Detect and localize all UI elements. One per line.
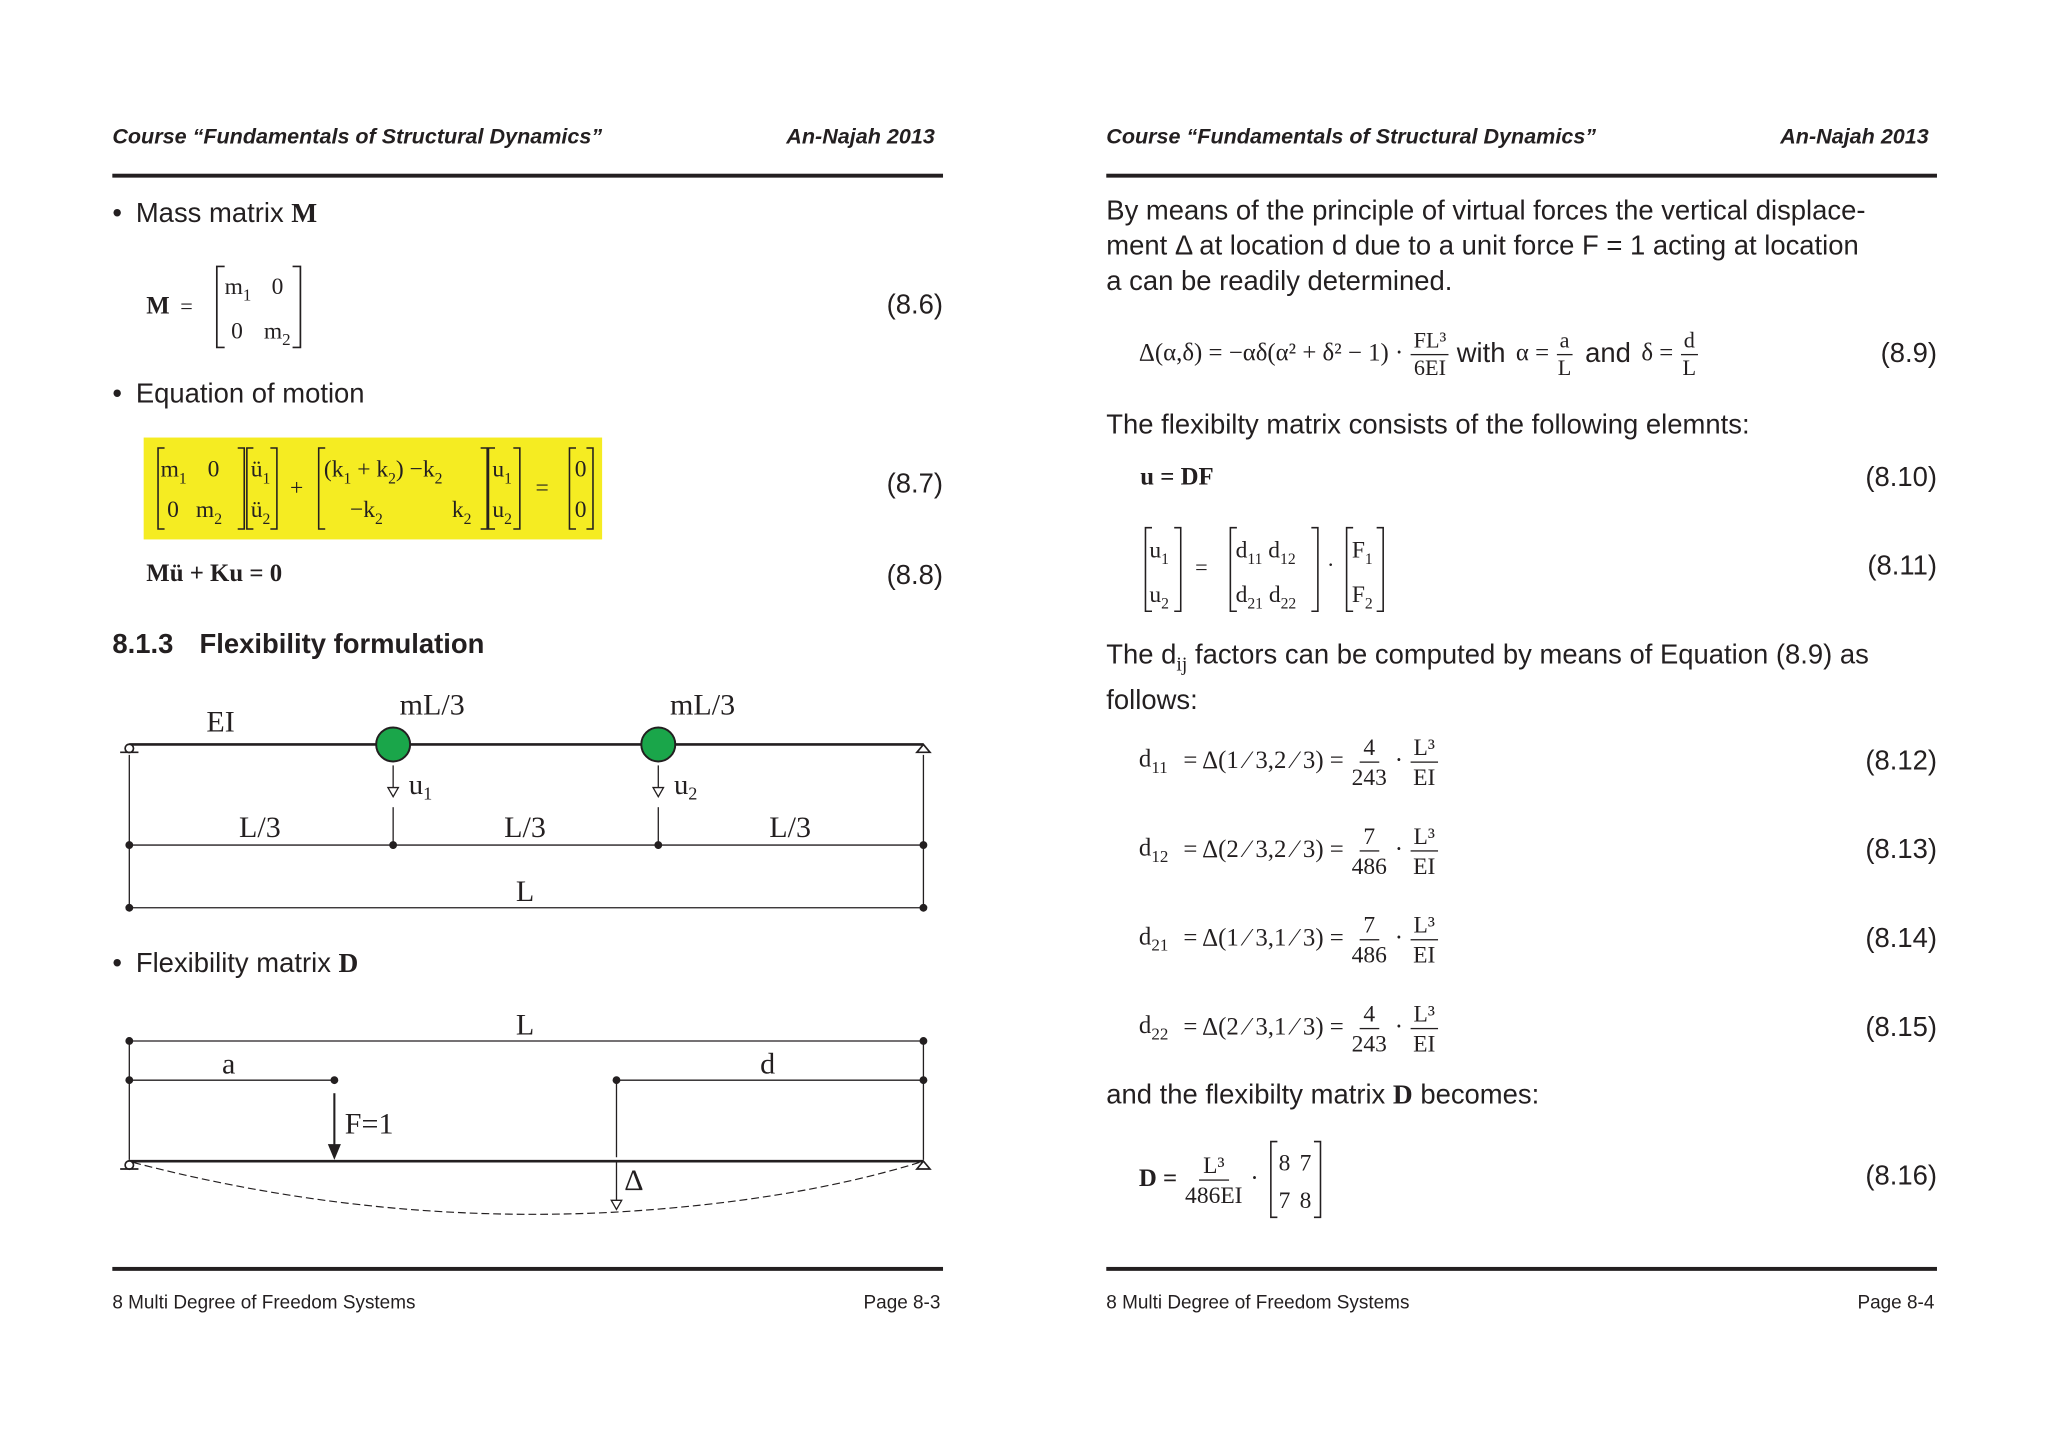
svg-text:0: 0 xyxy=(271,273,284,300)
eq-8-6-mass-matrix xyxy=(144,259,327,356)
svg-text:·: · xyxy=(1327,552,1335,578)
beam2-a-label: a xyxy=(222,1047,236,1081)
eq-8-16-frac xyxy=(1185,1150,1242,1209)
beam-figure-unit-force xyxy=(112,1003,943,1219)
eq-8-9-and: and xyxy=(1585,338,1631,369)
eq-8-13-number: (8.13) xyxy=(1865,834,1937,865)
eq-8-14-number: (8.14) xyxy=(1865,923,1937,954)
mass-2-icon xyxy=(641,728,675,762)
coeff-3-name: $d_{21}$ xyxy=(1138,922,1169,954)
becomes-symbol: D xyxy=(1392,1078,1413,1111)
eq-8-8: Mü + Ku = 0 xyxy=(146,560,283,588)
svg-text:F2: $F_2$ xyxy=(1351,582,1373,613)
u2-arrow-icon xyxy=(653,788,663,797)
dij-line-2: follows: xyxy=(1106,685,1198,716)
eq-8-9-alpha: α = xyxy=(1515,339,1550,368)
coeff-1-l3-frac: L³ EI xyxy=(1411,732,1438,791)
left-footer-rule xyxy=(112,1267,943,1271)
svg-text:ü2: $ü_2$ xyxy=(250,497,271,528)
svg-text:0: 0 xyxy=(574,456,587,483)
coeff-2-arg: = Δ(2 ⁄ 3,2 ⁄ 3) = xyxy=(1183,835,1344,864)
coeff-4-name: $d_{22}$ xyxy=(1138,1011,1169,1043)
svg-text:=: = xyxy=(1195,554,1208,580)
eq-8-6-number: (8.6) xyxy=(886,289,944,320)
coeff-2-frac: $\frac{7}{486}$ xyxy=(1351,822,1387,879)
coeff-eq-8-15: $d_{22}$ = Δ(2 ⁄ 3,1 ⁄ 3) = $\frac{4}{243}$ · L³ EI xyxy=(1139,998,1445,1058)
u1-arrow-icon xyxy=(388,788,398,797)
eq-8-15-number: (8.15) xyxy=(1865,1012,1937,1043)
dij-text-1: The d xyxy=(1106,639,1177,671)
eq-8-9 xyxy=(1139,324,1705,384)
svg-text:m1: $m_1$ xyxy=(224,273,252,305)
coeff-1-name: $d_{11}$ xyxy=(1138,745,1168,777)
dij-text-2: factors can be computed by means of Equation (8.9) as xyxy=(1187,639,1869,671)
svg-text:d11 d12: $d_{11}$ $d_{12}$ xyxy=(1235,537,1296,569)
left-footer-chapter: 8 Multi Degree of Freedom Systems xyxy=(112,1293,416,1314)
becomes-text-1: and the flexibilty matrix xyxy=(1106,1080,1393,1111)
coeff-eq-8-12: $d_{11}$ = Δ(1 ⁄ 3,2 ⁄ 3) = $\frac{4}{243}$ · L³ EI xyxy=(1139,731,1445,791)
svg-text:m2: $m_2$ xyxy=(263,318,291,349)
eq-8-9-delta: δ = xyxy=(1641,339,1674,368)
svg-text:u1: $u_1$ xyxy=(1149,537,1169,569)
eq-8-12-number: (8.12) xyxy=(1865,745,1937,776)
coeff-2-l3-frac: L³ EI xyxy=(1411,821,1438,880)
bullet-flexibility-matrix: • Flexibility matrix D xyxy=(112,946,359,979)
eq-8-10-number: (8.10) xyxy=(1865,462,1937,493)
bullet-mass-symbol: M xyxy=(291,197,318,229)
eq-8-9-den: 6EI xyxy=(1413,354,1446,380)
coeff-eq-8-13: $d_{12}$ = Δ(2 ⁄ 3,2 ⁄ 3) = $\frac{7}{486}$ · L³ EI xyxy=(1139,820,1445,880)
mass-1-icon xyxy=(376,728,410,762)
beam2-force-label: F=1 xyxy=(344,1107,394,1141)
right-header-course: Course “Fundamentals of Structural Dynamics” xyxy=(1106,125,1597,149)
coeff-3-frac: $\frac{7}{486}$ xyxy=(1351,911,1387,968)
beam1-mass-label-1: mL/3 xyxy=(399,688,465,722)
intro-line-1: By means of the principle of virtual forces the vertical displace- xyxy=(1106,195,1866,226)
dij-sub: ij xyxy=(1176,654,1188,676)
bullet-flex-symbol: D xyxy=(338,946,359,979)
dij-paragraph xyxy=(1106,637,1942,718)
bullet-equation-of-motion: • Equation of motion xyxy=(112,378,365,409)
u1-label: u1 xyxy=(408,769,433,804)
coeff-4-arg: = Δ(2 ⁄ 3,1 ⁄ 3) = xyxy=(1183,1013,1344,1041)
force-arrow-icon xyxy=(328,1144,341,1160)
eq-8-9-with: with xyxy=(1456,338,1506,369)
svg-text:=: = xyxy=(535,475,549,502)
eq-8-9-lhs: Δ(α,δ) = −αδ(α² + δ² − 1) · xyxy=(1138,339,1404,368)
beam2-d-label: d xyxy=(760,1047,776,1081)
coeff-2-name: $d_{12}$ xyxy=(1138,834,1169,866)
delta-arrow-icon xyxy=(611,1200,621,1209)
svg-text:0: 0 xyxy=(167,497,179,524)
coeff-3-arg: = Δ(1 ⁄ 3,1 ⁄ 3) = xyxy=(1183,924,1344,953)
svg-text:0: 0 xyxy=(231,318,243,345)
left-footer-page: Page 8-3 xyxy=(863,1293,941,1314)
pin-support-left-2-icon xyxy=(125,1161,133,1169)
bullet-eom-text: Equation of motion xyxy=(135,378,365,409)
svg-text:=: = xyxy=(180,293,193,319)
dij-line-1 xyxy=(1106,637,1942,683)
eq-8-11-flexibility xyxy=(1139,520,1400,619)
bullet-mass-text: Mass matrix xyxy=(135,198,284,229)
svg-text:u1: $u_1$ xyxy=(492,456,512,488)
intro-paragraph xyxy=(1106,193,1942,299)
svg-text:m2: $m_2$ xyxy=(195,497,223,528)
eq-8-8-number: (8.8) xyxy=(886,560,944,591)
svg-text:ü1: $ü_1$ xyxy=(250,456,271,488)
left-header-rule xyxy=(112,174,943,178)
intro-line-3: a can be readily determined. xyxy=(1106,266,1453,297)
pin-support-left-icon xyxy=(125,744,133,752)
section-number: 8.1.3 xyxy=(112,629,174,660)
section-title: Flexibility formulation xyxy=(199,629,485,660)
eq-8-9-d: d xyxy=(1681,327,1697,354)
coeff-3-l3-frac: L³ EI xyxy=(1411,910,1438,969)
eq-8-9-L2: L xyxy=(1682,354,1697,380)
eq-8-16-num: L³ xyxy=(1199,1150,1228,1180)
deflected-shape xyxy=(133,1162,919,1214)
bullet-mass-matrix: • Mass matrix M xyxy=(112,197,318,229)
left-header-course: Course “Fundamentals of Structural Dynamics” xyxy=(112,125,603,149)
eq-8-6-lhs: M xyxy=(146,292,170,320)
becomes-text-2: becomes: xyxy=(1412,1080,1540,1111)
becomes-text xyxy=(1106,1078,1539,1113)
svg-text:k2: $k_2$ xyxy=(451,497,472,528)
eq-8-9-a: a xyxy=(1557,327,1572,354)
svg-text:m1: $m_1$ xyxy=(160,456,187,488)
u2-label: u2 xyxy=(673,769,698,804)
svg-text:F1: $F_1$ xyxy=(1351,537,1373,569)
eq-8-10: u = DF xyxy=(1140,463,1214,492)
left-header-venue: An-Najah 2013 xyxy=(786,125,935,149)
eq-8-9-number: (8.9) xyxy=(1880,338,1937,369)
eq-8-11-number: (8.11) xyxy=(1867,551,1937,582)
right-footer-chapter: 8 Multi Degree of Freedom Systems xyxy=(1106,1293,1410,1314)
seg-label-2: L/3 xyxy=(504,811,546,845)
total-length-label: L xyxy=(515,875,535,909)
coeff-1-frac: $\frac{4}{243}$ xyxy=(1351,733,1387,790)
intro-line-2: ment Δ at location d due to a unit force F = 1 acting at location xyxy=(1106,231,1859,262)
eq-8-9-num: FL³ xyxy=(1411,327,1449,354)
beam-figure-lumped-masses xyxy=(112,679,943,927)
eq-8-9-d-over-L xyxy=(1681,327,1697,381)
svg-text:0: 0 xyxy=(207,456,220,483)
eq-8-9-L1: L xyxy=(1557,354,1572,380)
svg-text:+: + xyxy=(289,475,304,502)
beam2-total-label: L xyxy=(515,1008,535,1042)
right-footer-rule xyxy=(1106,1267,1937,1271)
eq-8-16-lhs: D = xyxy=(1138,1165,1178,1193)
eq-8-16-den: 486EI xyxy=(1185,1181,1243,1208)
eq-8-16: D = $\frac{\text{L³}}{486EI}$ · 8 7 7 8 xyxy=(1139,1139,1327,1220)
eq-8-9-fraction xyxy=(1411,327,1449,381)
coeff-4-frac: $\frac{4}{243}$ xyxy=(1351,999,1387,1056)
right-header-rule xyxy=(1106,174,1937,178)
svg-text:8: 8 xyxy=(1299,1188,1311,1215)
svg-text:8: 8 xyxy=(1278,1150,1290,1177)
section-heading xyxy=(112,630,484,661)
coeff-eq-8-14: $d_{21}$ = Δ(1 ⁄ 3,1 ⁄ 3) = $\frac{7}{486}$ · L³ EI xyxy=(1139,909,1445,969)
right-header-venue: An-Najah 2013 xyxy=(1780,125,1929,149)
seg-label-1: L/3 xyxy=(239,811,281,845)
beam1-mass-label-2: mL/3 xyxy=(670,688,736,722)
flex-matrix-text: The flexibilty matrix consists of the following elemnts: xyxy=(1106,410,1750,441)
coeff-1-arg: = Δ(1 ⁄ 3,2 ⁄ 3) = xyxy=(1183,747,1344,775)
svg-text:d21 d22: $d_{21}$ $d_{22}$ xyxy=(1235,582,1297,613)
eq-8-7-number: (8.7) xyxy=(886,468,944,499)
coeff-4-l3-frac: L³ EI xyxy=(1411,999,1438,1058)
bullet-flex-text: Flexibility matrix xyxy=(135,948,331,979)
eq-8-9-a-over-L xyxy=(1557,327,1572,381)
eq-8-16-matrix xyxy=(1266,1139,1326,1220)
beam1-ei-label: EI xyxy=(206,705,235,739)
svg-text:−k2: $-k_2$ xyxy=(350,497,383,528)
eq-8-16-number: (8.16) xyxy=(1865,1161,1937,1192)
svg-text:0: 0 xyxy=(574,497,587,524)
seg-label-3: L/3 xyxy=(769,811,812,845)
svg-text:7: 7 xyxy=(1278,1188,1290,1215)
svg-text:7: 7 xyxy=(1299,1150,1311,1177)
right-footer-page: Page 8-4 xyxy=(1857,1293,1935,1314)
svg-text:u2: $u_2$ xyxy=(1149,582,1169,613)
beam2-delta-label: Δ xyxy=(624,1163,644,1197)
svg-text:u2: $u_2$ xyxy=(492,497,512,528)
eq-8-7-equation-of-motion xyxy=(144,438,602,540)
svg-text:(k1 + k2) −k2: $(k_1 + k_2) -k_2$ xyxy=(323,456,443,488)
